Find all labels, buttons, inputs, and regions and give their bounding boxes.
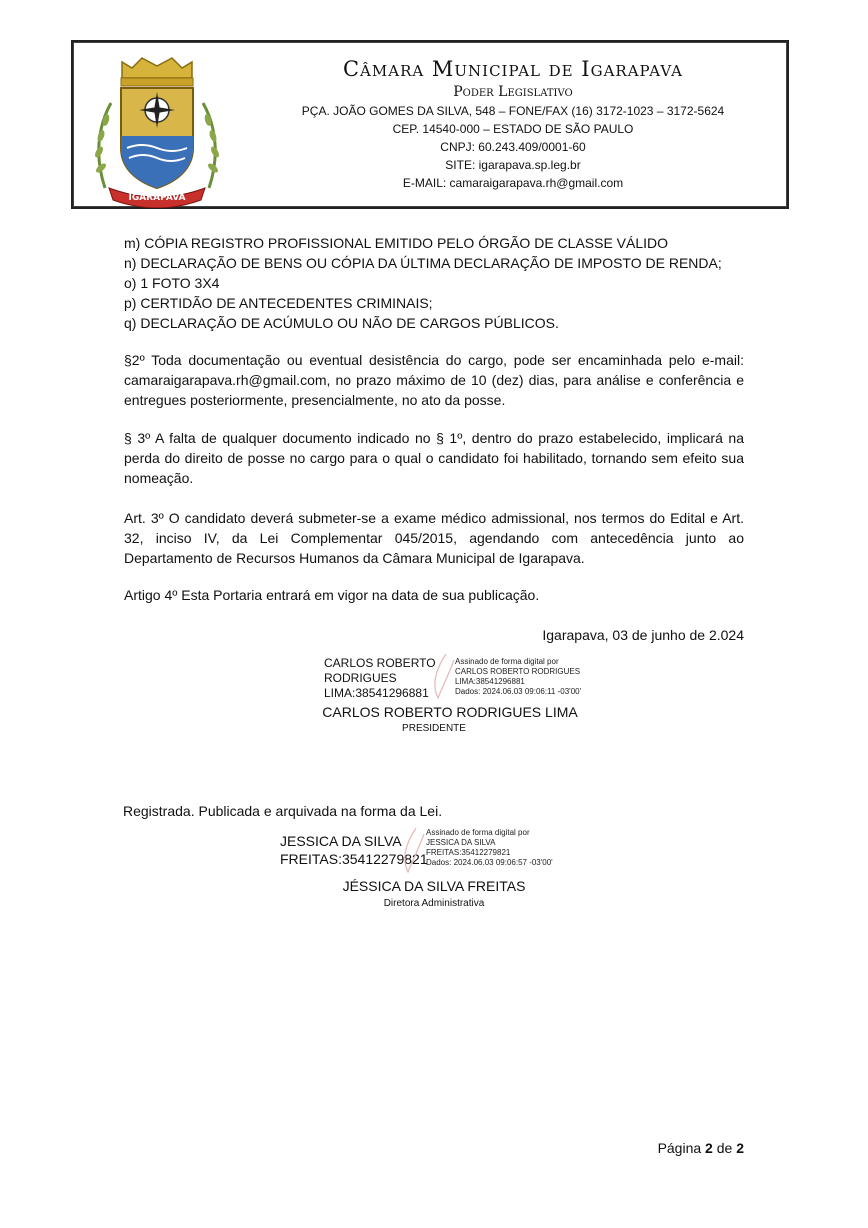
page-number xyxy=(658,1140,744,1156)
digital-stamp-line: Assinado de forma digital por xyxy=(426,828,530,837)
article-3: Art. 3º O candidato deverá submeter-se a exame médico admissional, nos termos do Edital e Art. 32, inciso IV, da Lei Complementar 045/2015, agendando com antecedência junto ao Departamento de Recursos Humanos da Câmara Municipal de Igarapava. xyxy=(124,510,744,566)
current-page: 2 xyxy=(705,1140,713,1156)
digital-stamp-line: Assinado de forma digital por xyxy=(455,657,559,666)
total-pages: 2 xyxy=(736,1140,744,1156)
institution-subtitle: Poder Legislativo xyxy=(453,84,573,100)
list-item: n) DECLARAÇÃO DE BENS OU CÓPIA DA ÚLTIMA DECLARAÇÃO DE IMPOSTO DE RENDA; xyxy=(124,255,722,271)
address-line: PÇA. JOÃO GOMES DA SILVA, 548 – FONE/FAX (16) 3172-1023 – 3172-5624 xyxy=(301,104,725,118)
crest-banner-text: IGARAPAVA xyxy=(128,193,186,203)
digital-stamp-line: Dados: 2024.06.03 09:06:57 -03'00' xyxy=(426,858,553,867)
digital-stamp-line: CARLOS ROBERTO RODRIGUES xyxy=(455,667,581,676)
signer1-name-line: CARLOS ROBERTO xyxy=(324,656,436,670)
page-label: Página xyxy=(657,1140,702,1156)
signer2-name-line: JESSICA DA SILVA xyxy=(280,833,402,849)
signature-swoosh-icon xyxy=(398,826,428,876)
digital-stamp-line: LIMA:38541296881 xyxy=(455,677,525,686)
cnpj-line: CNPJ: 60.243.409/0001-60 xyxy=(440,140,586,154)
registration-note: Registrada. Publicada e arquivada na forma da Lei. xyxy=(123,803,443,819)
list-item: p) CERTIDÃO DE ANTECEDENTES CRIMINAIS; xyxy=(124,295,433,311)
signer1-name-line: RODRIGUES xyxy=(324,671,397,685)
signer2-digital-stamp xyxy=(426,828,553,868)
municipal-crest-icon xyxy=(87,48,227,208)
paragraph-2: §2º Toda documentação ou eventual desistência do cargo, pode ser encaminhada pelo e-mail: camaraigarapava.rh@gmail.com, no prazo máximo de 10 (dez) dias, para análise e conferência e entregues posteriormente, presencialmente, no ato da posse. xyxy=(124,352,744,408)
institution-title: Câmara Municipal de Igarapava xyxy=(342,57,683,81)
signer1-role: PRESIDENTE xyxy=(402,723,466,734)
list-item: q) DECLARAÇÃO DE ACÚMULO OU NÃO DE CARGOS PÚBLICOS. xyxy=(124,315,559,331)
site-line: SITE: igarapava.sp.leg.br xyxy=(445,158,581,172)
page-of-label: de xyxy=(716,1140,733,1156)
article-4: Artigo 4º Esta Portaria entrará em vigor na data de sua publicação. xyxy=(124,587,540,603)
digital-stamp-line: Dados: 2024.06.03 09:06:11 -03'00' xyxy=(455,687,582,696)
date-line: Igarapava, 03 de junho de 2.024 xyxy=(542,627,744,643)
signer1-name-block xyxy=(324,656,436,701)
digital-stamp-line: JESSICA DA SILVA xyxy=(426,838,496,847)
digital-stamp-line: FREITAS:35412279821 xyxy=(426,848,511,857)
signature-swoosh-icon xyxy=(428,652,458,702)
signer1-printed-name: CARLOS ROBERTO RODRIGUES LIMA xyxy=(322,704,578,720)
signer1-digital-stamp xyxy=(455,657,581,697)
signer1-name-line: LIMA:38541296881 xyxy=(324,686,429,700)
letterhead xyxy=(71,40,789,209)
list-item: m) CÓPIA REGISTRO PROFISSIONAL EMITIDO PELO ÓRGÃO DE CLASSE VÁLIDO xyxy=(124,235,669,251)
paragraph-3: § 3º A falta de qualquer documento indicado no § 1º, dentro do prazo estabelecido, implicará na perda do direito de posse no cargo para o qual o candidato foi habilitado, tornando sem efeito sua nomeação. xyxy=(124,430,744,486)
letterhead-text xyxy=(263,56,763,192)
document-list xyxy=(124,233,744,333)
cep-line: CEP. 14540-000 – ESTADO DE SÃO PAULO xyxy=(392,122,634,136)
email-line: E-MAIL: camaraigarapava.rh@gmail.com xyxy=(402,176,624,190)
signer2-role: Diretora Administrativa xyxy=(383,898,485,909)
list-item: o) 1 FOTO 3X4 xyxy=(124,275,220,291)
signer2-printed-name: JÉSSICA DA SILVA FREITAS xyxy=(342,878,526,894)
signer2-name-line: FREITAS:35412279821 xyxy=(280,851,428,867)
